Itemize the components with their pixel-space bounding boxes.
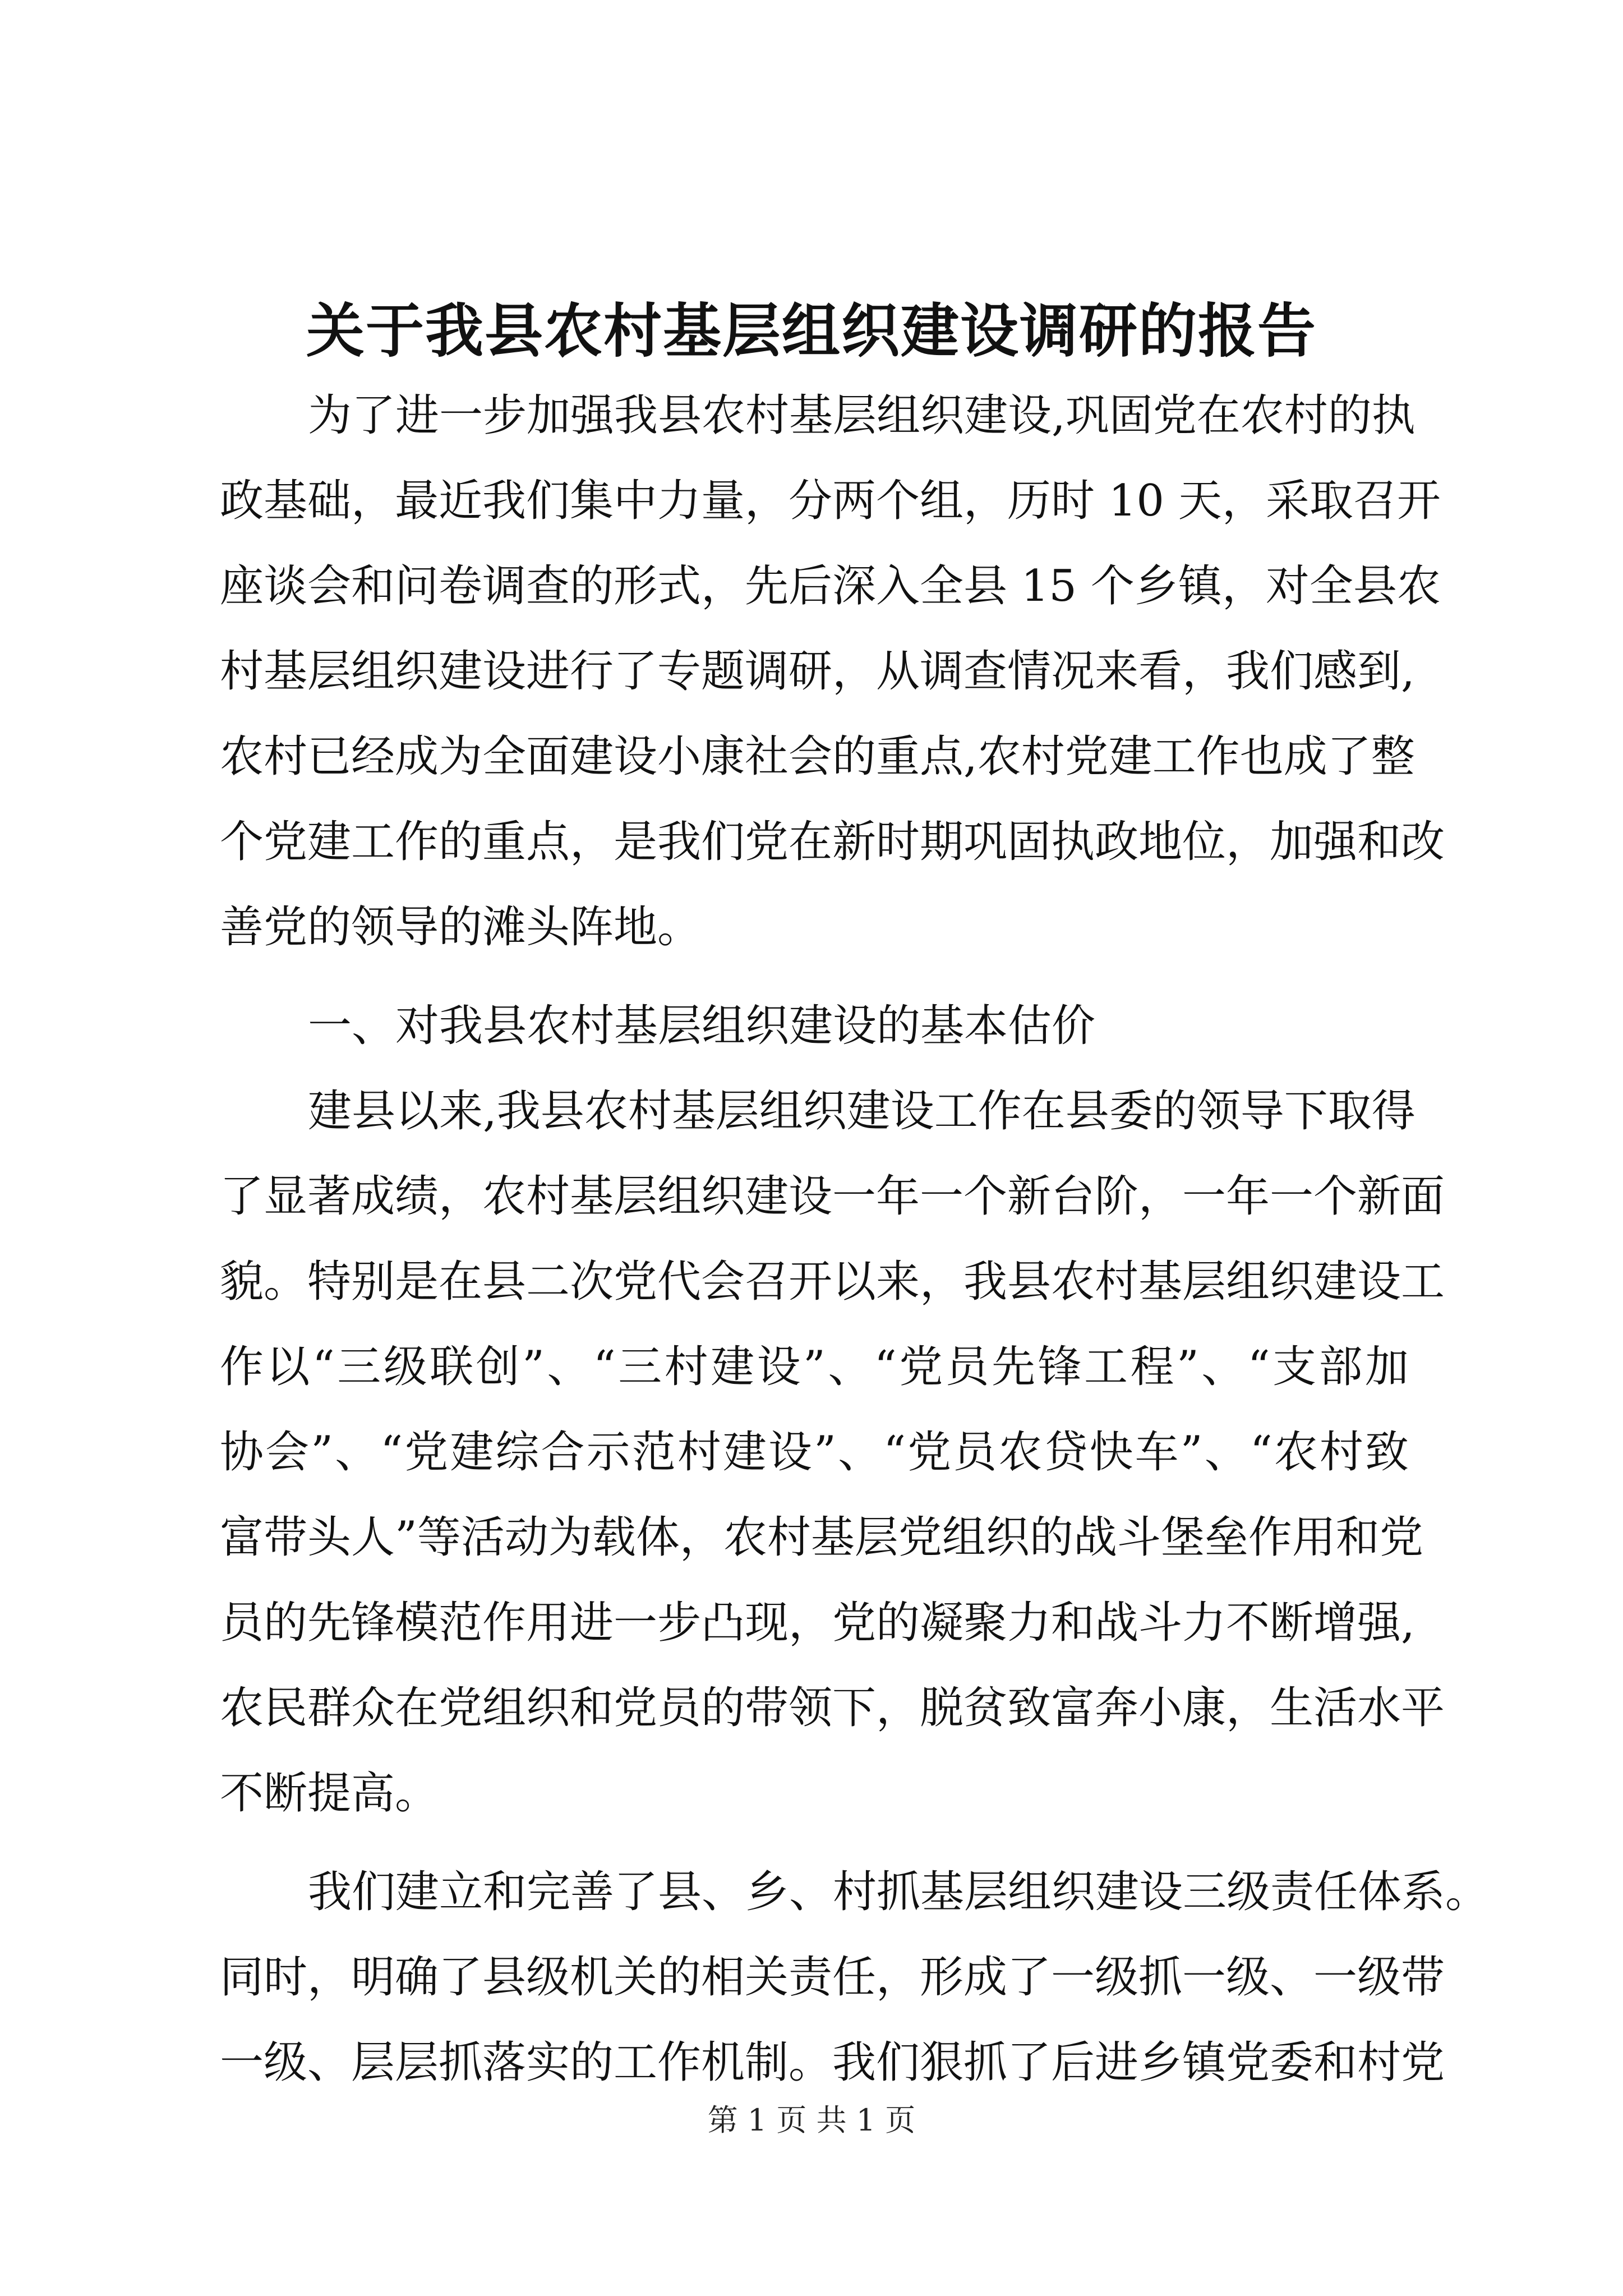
text-line: 貌。特别是在县二次党代会召开以来，我县农村基层组织建设工 (220, 1257, 1445, 1307)
text-line: 同时，明确了县级机关的相关责任，形成了一级抓一级、一级带 (220, 1952, 1445, 2003)
text-line: 政基础，最近我们集中力量，分两个组，历时 10 天，采取召开 (220, 476, 1441, 526)
section-heading (220, 983, 1409, 1069)
text-line: 建县以来,我县农村基层组织建设工作在县委的领导下取得 (308, 1086, 1415, 1137)
text-line: 农村已经成为全面建设小康社会的重点,农村党建工作也成了整 (220, 731, 1415, 782)
text-line: 善党的领导的滩头阵地。 (220, 902, 702, 953)
text-line: 员的先锋模范作用进一步凸现，党的凝聚力和战斗力不断增强, (220, 1598, 1415, 1648)
document-title: 关于我县农村基层组织建设调研的报告 (306, 296, 1317, 365)
text-line: 作以“三级联创”、“三村建设”、“党员先锋工程”、“支部加 (220, 1342, 1409, 1392)
page-number: 第 1 页 共 1 页 (707, 2102, 916, 2138)
text-line: 了显著成绩，农村基层组织建设一年一个新台阶，一年一个新面 (220, 1171, 1445, 1222)
section-heading-text: 一、对我县农村基层组织建设的基本估价 (308, 1001, 1096, 1051)
text-line: 我们建立和完善了县、乡、村抓基层组织建设三级责任体系。 (308, 1867, 1490, 1917)
text-line: 一级、层层抓落实的工作机制。我们狠抓了后进乡镇党委和村党 (220, 2037, 1445, 2088)
text-line: 农民群众在党组织和党员的带领下，脱贫致富奔小康，生活水平 (220, 1683, 1445, 1733)
text-line: 不断提高。 (220, 1768, 439, 1819)
text-line: 座谈会和问卷调查的形式，先后深入全县 15 个乡镇，对全县农 (220, 561, 1441, 611)
text-line: 富带头人”等活动为载体，农村基层党组织的战斗堡垒作用和党 (220, 1512, 1423, 1563)
text-line: 为了进一步加强我县农村基层组织建设,巩固党在农村的执 (308, 390, 1415, 441)
document-body (220, 373, 1490, 2105)
paragraph-achievements (220, 1069, 1445, 1836)
text-line: 协会”、“党建综合示范村建设”、“党员农贷快车”、“农村致 (220, 1427, 1409, 1478)
text-line: 村基层组织建设进行了专题调研，从调查情况来看，我们感到, (220, 646, 1415, 697)
page-footer (0, 2101, 1623, 2140)
paragraph-intro (220, 373, 1445, 970)
text-line: 个党建工作的重点，是我们党在新时期巩固执政地位，加强和改 (220, 817, 1445, 867)
paragraph-responsibility (220, 1849, 1490, 2105)
